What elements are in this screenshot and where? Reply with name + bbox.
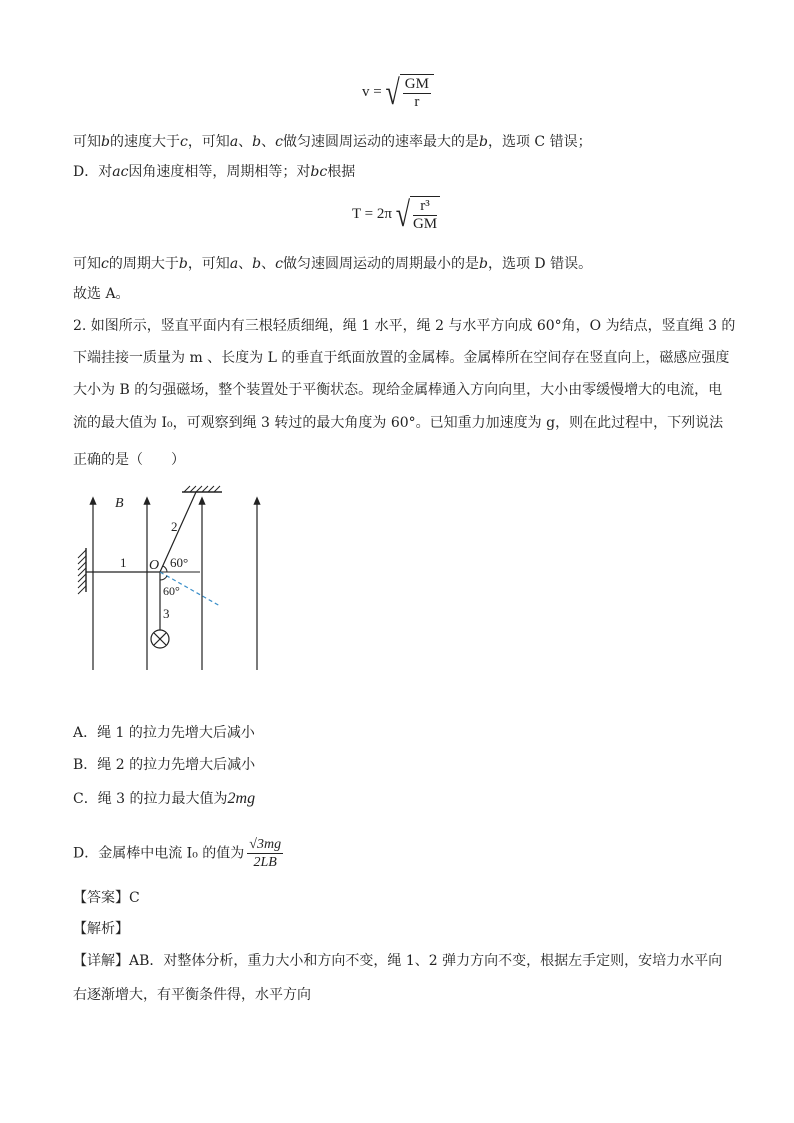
eq-t-numerator: r³ [413,198,437,216]
option-c [73,789,255,809]
detail-line-1: 【详解】AB．对整体分析，重力大小和方向不变，绳 1、2 弹力方向不变，根据左手定则，安培力水平向 [73,953,723,969]
angle-arc-top [163,566,167,572]
text: 根据 [327,164,356,180]
var-b: b [478,256,488,272]
eq-t-lhs: T = 2π [352,205,392,222]
detail-line-2: 右逐渐增大，有平衡条件得，水平方向 [73,987,311,1003]
answer: 【答案】C [73,890,140,906]
var-b: b [252,256,262,272]
label-o: O [149,558,160,573]
question-line-2: 下端挂接一质量为 m 、长度为 L 的垂直于纸面放置的金属棒。金属棒所在空间存在竖直向上，磁感应强度 [73,350,730,366]
fraction [403,76,431,111]
text: 可知 [73,256,101,272]
var-b: b [178,256,188,272]
question-line-5: 正确的是（ ） [73,452,185,468]
text: 可知 [73,134,101,150]
fraction [413,198,437,233]
sqrt-box [400,74,434,111]
analysis-heading: 【解析】 [73,921,129,937]
option-d-fraction [247,836,283,871]
option-c-text: C．绳 3 的拉力最大值为 [73,791,228,807]
option-d-text: D．金属棒中电流 I₀ 的值为 [73,845,245,862]
text: D．对 [73,164,113,180]
physics-diagram [60,482,280,677]
text: 、 [238,134,253,150]
text: 的周期大于 [108,256,179,272]
label-b: B [115,496,124,511]
var-b: b [252,134,262,150]
radical-sign: √ [395,194,410,234]
ceiling-hatching [184,486,220,492]
text: ，可知 [187,256,230,272]
period-equation [352,196,440,233]
var-c: c [275,134,283,150]
angle-arc-bottom [160,576,167,580]
text: ，可知 [187,134,230,150]
var-a: a [229,134,239,150]
paragraph-period [73,254,592,274]
var-bc: bc [310,164,328,180]
var-c: c [179,134,188,150]
question-line-3: 大小为 B 的匀强磁场，整个装置处于平衡状态。现给金属棒通入方向向里，大小由零缓慢增大的电流，电 [73,382,723,398]
wall-hatching [78,550,86,594]
eq-t-denominator: GM [412,216,438,232]
text: 、 [261,134,276,150]
question-line-4: 流的最大值为 I₀，可观察到绳 3 转过的最大角度为 60°。已知重力加速度为 g，则在此过程中，下列说法 [73,415,724,431]
eq-v-denominator: r [414,94,420,110]
text: 、 [238,256,253,272]
var-ac: ac [112,164,129,180]
var-a: a [229,256,239,272]
var-b: b [478,134,488,150]
text: 的速度大于 [109,134,180,150]
option-d-numerator: √3mg [249,837,282,852]
option-b: B．绳 2 的拉力先增大后减小 [73,757,256,773]
text: 、 [261,256,276,272]
label-angle-top: 60° [170,555,189,570]
var-c: c [275,256,283,272]
question-line-1: 2. 如图所示，竖直平面内有三根轻质细绳，绳 1 水平，绳 2 与水平方向成 60°角，O 为结点，竖直绳 3 的 [73,318,736,334]
option-d [73,836,283,871]
text: ，选项 D 错误。 [487,256,593,272]
option-a: A．绳 1 的拉力先增大后减小 [73,725,255,741]
eq-v-lhs: v = [362,83,382,100]
conclusion: 故选 A。 [73,286,130,302]
paragraph-speed [73,132,592,152]
var-c: c [101,256,109,272]
paragraph-option-d [73,162,355,182]
option-c-value: 2mg [227,790,256,807]
var-b: b [101,134,110,150]
option-d-denominator: 2LB [253,855,277,870]
sqrt-box [410,196,440,233]
text: 因角速度相等，周期相等；对 [128,164,311,180]
text: 做匀速圆周运动的速率最大的是 [282,134,479,150]
velocity-equation [362,74,434,111]
eq-v-numerator: GM [404,76,429,92]
label-rope-3: 3 [163,606,170,621]
label-rope-1: 1 [120,555,127,570]
label-rope-2: 2 [171,519,178,534]
text: ，选项 C 错误； [487,134,592,150]
radical-sign: √ [385,72,400,112]
label-angle-bottom: 60° [163,584,180,598]
text: 做匀速圆周运动的周期最小的是 [282,256,479,272]
